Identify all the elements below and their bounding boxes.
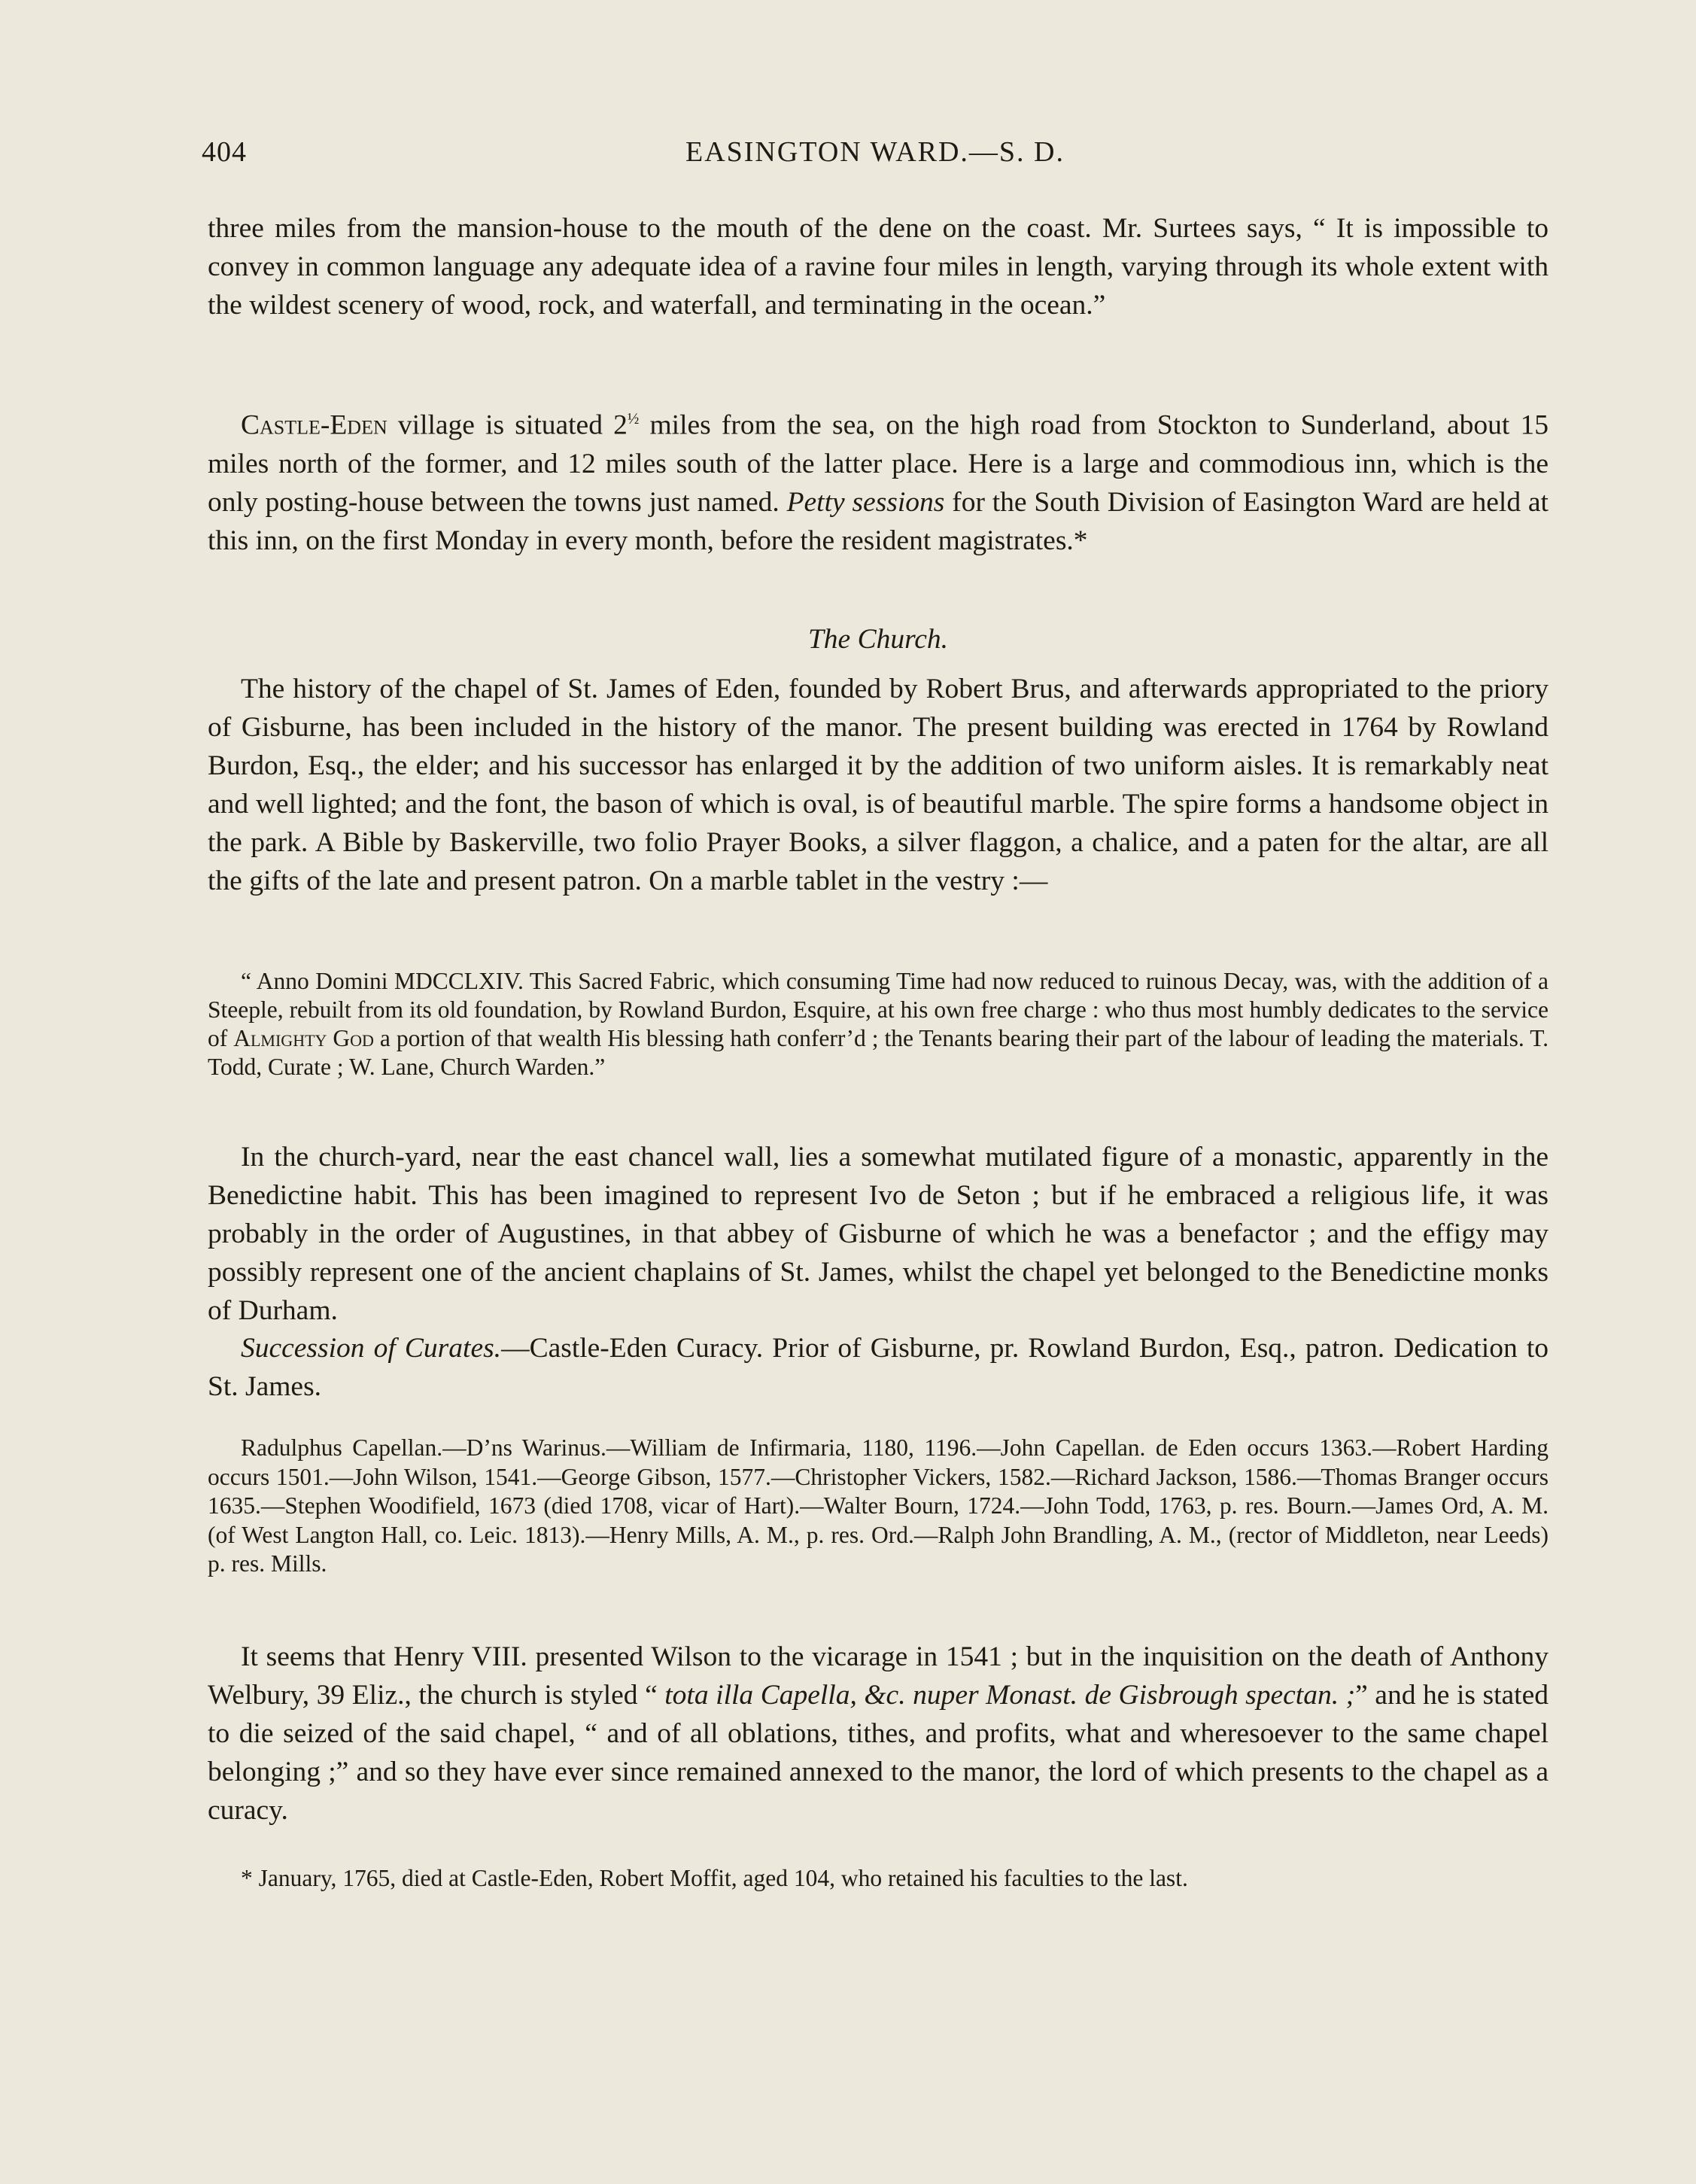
paragraph-text: It seems that Henry VIII. presented Wilson to the vicarage in 1541 ; but in the inquisition on the death of Anthony Welbury, 39 Eliz., the church is styled “ bbox=[208, 1641, 1549, 1711]
paragraph-church-history: The history of the chapel of St. James of Eden, founded by Robert Brus, and afterwards appropriated to the priory of Gisburne, has been included in the history of the manor. The present building was erected in 1764 by Rowland Burdon, Esq., the elder; and his successor has enlarged it by the addition of two uniform aisles. It is remarkably neat and well lighted; and the font, the bason of which is oval, is of beautiful marble. The spire forms a handsome object in the park. A Bible by Baskerville, two folio Prayer Books, a silver flaggon, a chalice, and a paten for the altar, are all the gifts of the late and present patron. On a marble tablet in the vestry :— bbox=[208, 674, 1549, 896]
paragraph-castle-eden-village bbox=[208, 400, 1549, 560]
paragraph-text: village is situated 2 bbox=[387, 409, 628, 441]
almighty-god-smallcaps: Almighty God bbox=[233, 1025, 374, 1051]
running-title: EASINGTON WARD.—S. D. bbox=[685, 136, 1065, 168]
fraction-half: ½ bbox=[627, 411, 640, 427]
petty-sessions-italic: Petty sessions bbox=[786, 486, 945, 518]
page-number: 404 bbox=[202, 136, 247, 168]
paragraph-henry-viii bbox=[208, 1638, 1549, 1830]
quote-text: “ Anno Domini MDCCLXIV. This Sacred Fabric, which consuming Time had now reduced to ruinous Decay, was, with the addition of a Steeple, rebuilt from its old foundation, by Rowland Burdon, Esquire, at his own free charge : who thus most humbly dedicates to the service of bbox=[208, 968, 1549, 1051]
paragraph-church-yard-figure: In the church-yard, near the east chancel wall, lies a somewhat mutilated figure of a monastic, apparently in the Benedictine habit. This has been imagined to represent Ivo de Seton ; but if he embraced a religious life, it was probably in the order of Augustines, in that abbey of Gisburne of which he was a benefactor ; and the effigy may possibly represent one of the ancient chaplains of St. James, whilst the chapel yet belonged to the Benedictine monks of Durham. bbox=[208, 1142, 1549, 1326]
section-heading-church: The Church. bbox=[807, 624, 949, 655]
paragraph-text: —Castle-Eden Curacy. Prior of Gisburne, pr. Rowland Burdon, Esq., patron. Dedication to St. James. bbox=[208, 1333, 1549, 1402]
tablet-inscription-quote bbox=[208, 967, 1549, 1081]
page-header bbox=[202, 135, 1549, 181]
paragraph-ravine: three miles from the mansion-house to the mouth of the dene on the coast. Mr. Surtees says, “ It is impossible to convey in common language any adequate idea of a ravine four miles in length, varying through its whole extent with the wildest scenery of wood, rock, and waterfall, and terminating in the ocean.” bbox=[208, 213, 1549, 321]
curates-list: Radulphus Capellan.—D’ns Warinus.—William de Infirmaria, 1180, 1196.—John Capellan. de Eden occurs 1363.—Robert Harding occurs 1501.—John Wilson, 1541.—George Gibson, 1577.—Christopher Vickers, 1582.—Richard Jackson, 1586.—Thomas Branger occurs 1635.—Stephen Woodifield, 1673 (died 1708, vicar of Hart).—Walter Bourn, 1724.—John Todd, 1763, p. res. Bourn.—James Ord, A. M. (of West Langton Hall, co. Leic. 1813).—Henry Mills, A. M., p. res. Ord.—Ralph John Brandling, A. M., (rector of Middleton, near Leeds) p. res. Mills. bbox=[208, 1434, 1549, 1577]
quote-text: a portion of that wealth His blessing hath conferr’d ; the Tenants bearing their part of the labour of leading the materials. T. Todd, Curate ; W. Lane, Church Warden.” bbox=[208, 1025, 1549, 1080]
paragraph-text: miles from the sea, on the high road from Stockton to Sunderland, about 15 miles north of the former, and 12 miles south of the latter place. Here is a large and commodious inn, which is the only posting-house between the towns just named. bbox=[208, 409, 1549, 518]
succession-italic: Succession of Curates. bbox=[241, 1333, 502, 1364]
paragraph-succession-of-curates bbox=[208, 1329, 1549, 1406]
paragraph-text: for the South Division of Easington Ward are held at this inn, on the first Monday in every month, before the resident magistrates.* bbox=[208, 486, 1549, 556]
footnote: * January, 1765, died at Castle-Eden, Robert Moffit, aged 104, who retained his faculties to the last. bbox=[241, 1865, 1188, 1891]
latin-quote-italic: tota illa Capella, &c. nuper Monast. de Gisbrough spectan. ; bbox=[664, 1680, 1356, 1711]
place-name-castle-eden: Castle-Eden bbox=[241, 409, 388, 441]
paragraph-text: ” and he is stated to die seized of the said chapel, “ and of all oblations, tithes, and profits, what and wheresoever to the same chapel belonging ;” and so they have ever since remained annexed to the manor, the lord of which presents to the chapel as a curacy. bbox=[208, 1680, 1549, 1826]
